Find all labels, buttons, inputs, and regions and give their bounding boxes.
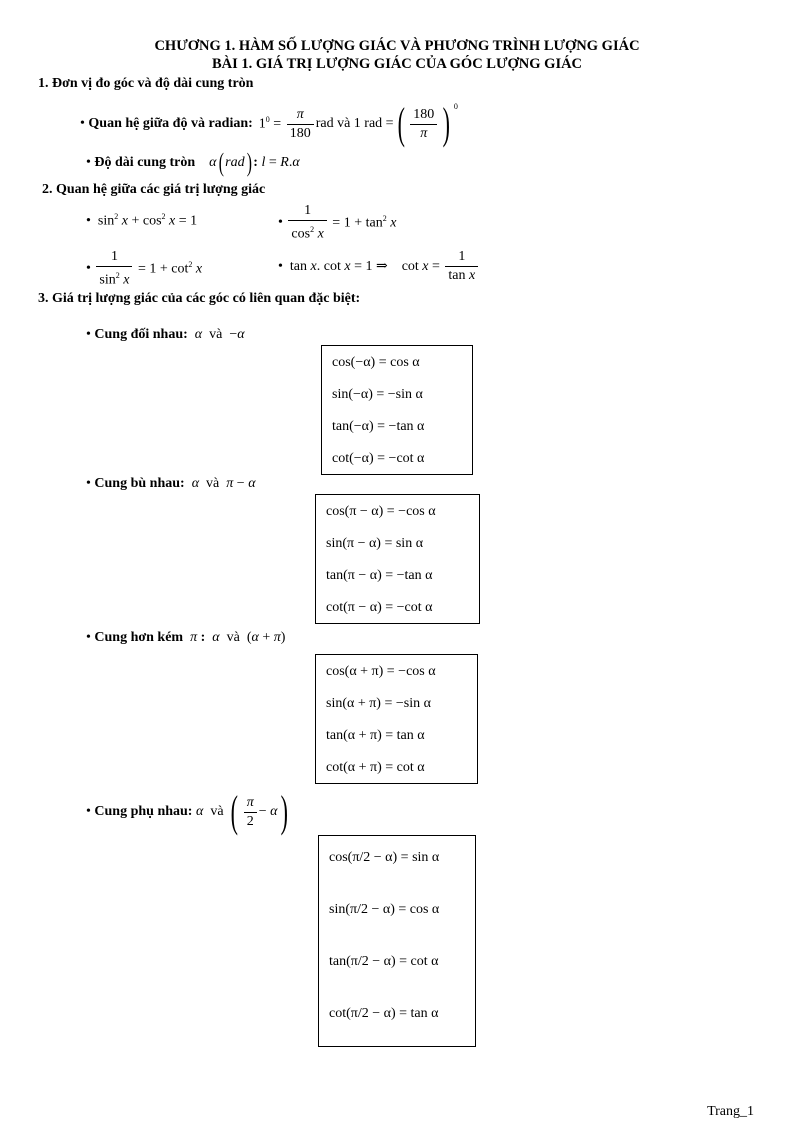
opposite-arcs-heading: • Cung đối nhau: α và −α <box>86 327 245 342</box>
rad-text: rad và 1 rad <box>315 116 383 131</box>
formula-row: cot(−α) = −cot α <box>332 451 425 466</box>
supplementary-arcs-label: Cung bù nhau: <box>94 476 185 491</box>
identity-sin-cos: • $\sin^2 x + \cos^2 x = 1$ <box>86 212 198 229</box>
and-word: và <box>206 476 220 491</box>
supplementary-arcs-box <box>315 494 480 624</box>
opposite-arcs-box <box>321 345 473 475</box>
arc-length-formula: • Độ dài cung tròn α ( rad ) : l = R.α <box>86 148 300 177</box>
and-word: và <box>210 804 224 819</box>
identity-tan: • $\frac{1}{\cos^2 x}$ = $1 + \tan^2 x$ <box>278 203 397 242</box>
formula-row: sin(α + π) = −sin α <box>326 696 431 711</box>
differ-pi-arcs-label: Cung hơn kém <box>94 630 184 645</box>
formula-row: tan(π/2 − α) = cot α <box>329 954 439 969</box>
formula-row: cot(π/2 − α) = tan α <box>329 1006 439 1021</box>
formula-row: cos(π/2 − α) = sin α <box>329 850 440 865</box>
formula-row: sin(π − α) = sin α <box>326 536 424 551</box>
formula-row: tan(α + π) = tan α <box>326 728 425 743</box>
page-number: Trang_1 <box>707 1104 754 1119</box>
formula-row: cos(π − α) = −cos α <box>326 504 436 519</box>
formula-row: sin(π/2 − α) = cos α <box>329 902 440 917</box>
formula-row: cos(−α) = cos α <box>332 355 420 370</box>
complementary-arcs-heading: • Cung phụ nhau: α và ( $\frac{\pi}{2}$ − α ) <box>86 787 289 836</box>
complementary-arcs-box <box>318 835 476 1047</box>
and-word: và <box>226 630 240 645</box>
formula-row: tan(−α) = −tan α <box>332 419 425 434</box>
section-3-title: 3. Giá trị lượng giác của các góc có liên quan đặc biệt: <box>38 291 361 306</box>
formula-row: tan(π − α) = −tan α <box>326 568 433 583</box>
lesson-title: BÀI 1. GIÁ TRỊ LƯỢNG GIÁC CỦA GÓC LƯỢNG GIÁC <box>211 56 583 72</box>
complementary-arcs-label: Cung phụ nhau: <box>94 804 193 819</box>
opposite-arcs-label: Cung đối nhau: <box>94 327 188 342</box>
identity-cot: • $\frac{1}{\sin^2 x}$ = $1 + \cot^2 x$ <box>86 249 203 288</box>
and-word: và <box>209 327 223 342</box>
differ-pi-arcs-heading: • Cung hơn kém π : α và (α + π) <box>86 630 286 645</box>
supplementary-arcs-heading: • Cung bù nhau: α và π − α <box>86 476 256 491</box>
section-2-title: 2. Quan hệ giữa các giá trị lượng giác <box>42 182 266 197</box>
formula-row: cot(π − α) = −cot α <box>326 600 433 615</box>
arc-length-label: Độ dài cung tròn <box>94 155 196 170</box>
section-1-title: 1. Đơn vị đo góc và độ dài cung tròn <box>38 76 254 91</box>
degree-radian-label: Quan hệ giữa độ và radian: <box>88 116 253 131</box>
formula-row: cot(α + π) = cot α <box>326 760 425 775</box>
differ-pi-arcs-box <box>315 654 478 784</box>
identity-tan-cot: • tan x. cot x = 1 ⇒ cot x = $\frac{1}{\text{tan x}}$ <box>278 248 480 285</box>
degree-radian-relation: • Quan hệ giữa độ và radian: $1^0$ = $\frac{\pi}{180}$ rad và 1 rad = ( $\frac{180}{\pi}$ ) 0 <box>80 99 458 148</box>
formula-row: sin(−α) = −sin α <box>332 387 423 402</box>
formula-row: cos(α + π) = −cos α <box>326 664 436 679</box>
chapter-title: CHƯƠNG 1. HÀM SỐ LƯỢNG GIÁC VÀ PHƯƠNG TRÌNH LƯỢNG GIÁC <box>154 38 640 54</box>
